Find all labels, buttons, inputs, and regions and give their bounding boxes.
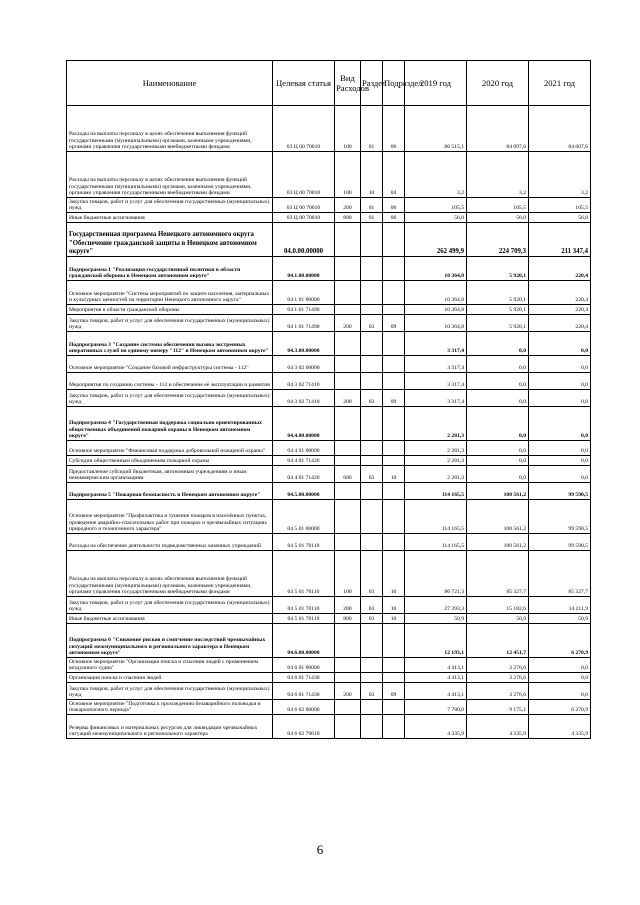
row-subsection [383,624,405,658]
row-expense-type: 100 [335,106,361,152]
page-number: 6 [316,842,324,857]
row-expense-type [335,373,361,390]
row-amount-2021: 0,0 [529,673,591,683]
row-amount-2021: 84 007,6 [529,106,591,152]
row-amount-2019: 114 165,5 [405,534,467,551]
row-name: Расходы на обеспечение деятельности подведомственных казенных учреждений [67,534,273,551]
row-expense-type [335,500,361,534]
row-target-article: 04 6 02 00000 [273,700,335,715]
row-expense-type: 600 [335,466,361,483]
row-section [361,700,383,715]
row-subsection: 10 [383,614,405,624]
row-amount-2020: 3,2 [467,152,529,198]
row-name: Мероприятия в области гражданской обороны [67,305,273,315]
table-row [67,551,591,597]
row-target-article: 04 5 01 00000 [273,500,335,534]
row-amount-2020: 15 182,6 [467,597,529,614]
row-expense-type [335,534,361,551]
row-amount-2021: 99 590,5 [529,483,591,500]
row-amount-2019: 2 281,3 [405,466,467,483]
row-section: 03 [361,597,383,614]
row-amount-2020: 0,0 [467,456,529,466]
row-amount-2019: 114 165,5 [405,500,467,534]
row-amount-2021: 0,0 [529,683,591,700]
row-amount-2019: 2 281,3 [405,441,467,456]
header-year-2021: 2021 год [529,61,591,106]
row-amount-2020: 9 175,1 [467,700,529,715]
row-amount-2019: 86 515,1 [405,106,467,152]
row-amount-2019: 3 317,4 [405,332,467,356]
row-name: Организация поиска и спасения людей [67,673,273,683]
row-section [361,407,383,441]
row-target-article: 04 5 01 70110 [273,551,335,597]
row-expense-type: 200 [335,683,361,700]
row-amount-2020: 0,0 [467,441,529,456]
row-amount-2021: 3,2 [529,152,591,198]
header-expense-type: Вид Расходов [335,61,361,106]
row-subsection: 04 [383,152,405,198]
row-name: Подпрограмма 6 "Снижение рисков и смягчение последствий чрезвычайных ситуаций межмуниципального и регионального характера в Ненецком автономном округе" [67,624,273,658]
row-amount-2021: 220,4 [529,281,591,305]
row-amount-2019: 10 364,8 [405,257,467,281]
row-section [361,500,383,534]
row-amount-2020: 5 920,1 [467,305,529,315]
row-amount-2020: 3 276,6 [467,673,529,683]
row-amount-2019: 114 165,5 [405,483,467,500]
table-row [67,624,591,658]
row-name: Основное мероприятие "Организация поиска и спасения людей с применением воздушного судна" [67,658,273,673]
row-section [361,624,383,658]
row-amount-2019: 10 364,8 [405,305,467,315]
row-subsection [383,356,405,373]
row-amount-2020: 3 276,6 [467,683,529,700]
row-amount-2020: 105,5 [467,198,529,213]
row-subsection [383,223,405,257]
row-subsection [383,407,405,441]
row-amount-2020: 3 276,6 [467,658,529,673]
row-subsection: 09 [383,315,405,332]
row-target-article: 04.1.00.00000 [273,257,335,281]
row-name: Закупка товаров, работ и услуг для обеспечения государственных (муниципальных) нужд [67,315,273,332]
row-expense-type: 200 [335,198,361,213]
row-amount-2019: 4 413,1 [405,683,467,700]
table-row [67,305,591,315]
row-name: Основное мероприятие "Подготовка к прохождению безаварийного половодья и пожароопасного периода" [67,700,273,715]
row-target-article: 04 4 01 71420 [273,466,335,483]
header-subsection: Подраздел [383,61,405,106]
row-subsection: 10 [383,597,405,614]
table-row [67,673,591,683]
row-subsection: 06 [383,106,405,152]
row-target-article: 04 6 02 79610 [273,715,335,739]
table-row [67,281,591,305]
row-amount-2021: 0,0 [529,407,591,441]
row-expense-type [335,407,361,441]
row-section: 01 [361,198,383,213]
row-subsection [383,715,405,739]
row-amount-2021: 0,0 [529,356,591,373]
table-row [67,441,591,456]
row-name: Мероприятия по созданию системы - 112 и обеспечение её эксплуатации и развития [67,373,273,390]
row-section [361,658,383,673]
row-expense-type [335,257,361,281]
row-expense-type: 200 [335,597,361,614]
row-subsection [383,332,405,356]
table-row [67,213,591,223]
row-expense-type [335,624,361,658]
row-amount-2021: 220,4 [529,257,591,281]
row-amount-2021: 6 270,9 [529,624,591,658]
row-amount-2020: 50,9 [467,614,529,624]
row-amount-2019: 3 317,4 [405,373,467,390]
row-subsection [383,673,405,683]
table-body [67,106,591,739]
table-row [67,198,591,213]
row-amount-2019: 4 413,1 [405,658,467,673]
row-subsection [383,305,405,315]
row-section [361,673,383,683]
row-target-article: 04 4 01 71420 [273,456,335,466]
row-subsection [383,500,405,534]
row-amount-2021: 0,0 [529,373,591,390]
row-name: Субсидии общественным объединениям пожарной охраны [67,456,273,466]
row-amount-2019: 56,0 [405,213,467,223]
row-subsection [383,373,405,390]
row-amount-2021: 211 347,4 [529,223,591,257]
table-row [67,500,591,534]
row-expense-type [335,715,361,739]
row-amount-2021: 85 327,7 [529,551,591,597]
row-target-article: 03 Ц 00 70010 [273,152,335,198]
row-amount-2021: 99 590,5 [529,500,591,534]
row-amount-2019: 27 393,3 [405,597,467,614]
row-amount-2021: 99 590,5 [529,534,591,551]
row-amount-2020: 5 920,1 [467,257,529,281]
row-amount-2019: 50,9 [405,614,467,624]
table-row [67,106,591,152]
row-amount-2021: 50,9 [529,614,591,624]
row-subsection [383,281,405,305]
table-row [67,390,591,407]
row-section: 01 [361,106,383,152]
table-row [67,456,591,466]
row-amount-2019: 10 364,8 [405,281,467,305]
row-expense-type [335,483,361,500]
row-name: Расходы на выплаты персоналу в целях обеспечения выполнения функций государственными (муниципальными) органами, казенными учреждениями, органами управления государственными внебюджетными фондами [67,551,273,597]
row-amount-2019: 3,2 [405,152,467,198]
row-name: Подпрограмма 5 "Пожарная безопасность в Ненецком автономном округе" [67,483,273,500]
table-row [67,223,591,257]
row-amount-2021: 0,0 [529,390,591,407]
table-row [67,315,591,332]
row-target-article: 03 Ц 00 70010 [273,198,335,213]
row-expense-type: 800 [335,614,361,624]
row-section [361,456,383,466]
row-amount-2019: 10 364,8 [405,315,467,332]
table-row [67,483,591,500]
header-target-article: Целевая статья [273,61,335,106]
row-amount-2020: 56,0 [467,213,529,223]
row-name: Подпрограмма 1 "Реализация государственной политики в области гражданской обороны в Ненецком автономном округе" [67,257,273,281]
row-name: Резервы финансовых и материальных ресурсов для ликвидации чрезвычайных ситуаций межмуниципального и регионального характера [67,715,273,739]
row-expense-type [335,673,361,683]
row-target-article: 04 5 01 70110 [273,597,335,614]
row-subsection [383,658,405,673]
row-section [361,534,383,551]
row-amount-2021: 0,0 [529,332,591,356]
row-target-article: 04 3 02 71410 [273,373,335,390]
row-amount-2020: 0,0 [467,407,529,441]
row-section [361,483,383,500]
row-amount-2020: 100 561,2 [467,483,529,500]
row-target-article: 04 6 01 71430 [273,673,335,683]
row-expense-type [335,223,361,257]
row-subsection [383,700,405,715]
row-name: Расходы на выплаты персоналу в целях обеспечения выполнения функций государственными (муниципальными) органами, казенными учреждениями, органами управления государственными внебюджетными фондами [67,152,273,198]
row-amount-2020: 4 335,9 [467,715,529,739]
row-expense-type [335,332,361,356]
row-expense-type: 200 [335,315,361,332]
row-expense-type [335,456,361,466]
row-name: Подпрограмма 4 "Государственная поддержка социально ориентированных общественных объединений пожарной охраны в Ненецком автономном округе" [67,407,273,441]
row-amount-2019: 3 317,4 [405,356,467,373]
row-amount-2019: 4 335,9 [405,715,467,739]
table-header-row [67,61,591,106]
row-section [361,373,383,390]
row-section [361,332,383,356]
row-name: Иные бюджетные ассигнования [67,614,273,624]
row-amount-2021: 14 211,9 [529,597,591,614]
row-amount-2020: 5 920,1 [467,281,529,305]
row-name: Основное мероприятие "Система мероприятий по защите населения, материальных и культурных ценностей на территории Ненецкого автономного округа" [67,281,273,305]
row-expense-type: 100 [335,551,361,597]
row-name: Основное мероприятие "Профилактика и тушение пожаров в населённых пунктах, проведение аварийно-спасательных работ при пожарах и чрезвычайных ситуациях природного и техногенного характера" [67,500,273,534]
row-amount-2019: 262 499,9 [405,223,467,257]
row-amount-2019: 4 413,1 [405,673,467,683]
row-amount-2019: 12 193,1 [405,624,467,658]
row-section [361,356,383,373]
row-target-article: 04 6 01 71430 [273,683,335,700]
row-amount-2020: 0,0 [467,373,529,390]
row-target-article: 04 3 02 00000 [273,356,335,373]
row-section [361,281,383,305]
row-expense-type: 800 [335,213,361,223]
row-subsection [383,483,405,500]
row-target-article: 04 1 01 71490 [273,315,335,332]
row-name: Закупка товаров, работ и услуг для обеспечения государственных (муниципальных) нужд [67,683,273,700]
row-subsection [383,534,405,551]
row-target-article: 04.4.00.00000 [273,407,335,441]
row-target-article: 04.6.00.00000 [273,624,335,658]
row-amount-2020: 85 327,7 [467,551,529,597]
row-section [361,715,383,739]
row-target-article: 04 5 01 70110 [273,614,335,624]
row-target-article: 04 4 01 00000 [273,441,335,456]
row-amount-2021: 6 270,9 [529,700,591,715]
table-row [67,700,591,715]
row-expense-type [335,305,361,315]
row-amount-2021: 0,0 [529,466,591,483]
table-row [67,332,591,356]
row-section: 01 [361,213,383,223]
row-name: Расходы на выплаты персоналу в целях обеспечения выполнения функций государственными (муниципальными) органами, казенными учреждениями, органами управления государственными внебюджетными фондами [67,106,273,152]
row-expense-type [335,441,361,456]
row-target-article: 04.5.00.00000 [273,483,335,500]
row-expense-type [335,281,361,305]
table-row [67,658,591,673]
row-target-article: 04 1 01 00000 [273,281,335,305]
table-row [67,407,591,441]
row-section [361,441,383,456]
row-subsection: 09 [383,683,405,700]
row-name: Основное мероприятие "Финансовая поддержка добровольной пожарной охраны" [67,441,273,456]
row-subsection [383,441,405,456]
row-subsection: 09 [383,390,405,407]
row-amount-2021: 56,0 [529,213,591,223]
row-section [361,257,383,281]
row-amount-2021: 220,4 [529,315,591,332]
row-amount-2019: 86 721,3 [405,551,467,597]
row-amount-2021: 220,4 [529,305,591,315]
table-row [67,715,591,739]
row-amount-2019: 3 317,4 [405,390,467,407]
header-section: Раздел [361,61,383,106]
row-subsection: 10 [383,466,405,483]
header-year-2019: 2019 год [405,61,467,106]
row-expense-type: 100 [335,152,361,198]
row-section [361,305,383,315]
row-target-article: 03 Ц 00 70010 [273,106,335,152]
row-name: Закупка товаров, работ и услуг для обеспечения государственных (муниципальных) нужд [67,597,273,614]
row-expense-type [335,658,361,673]
row-target-article: 03 Ц 00 70010 [273,213,335,223]
row-amount-2021: 105,5 [529,198,591,213]
row-subsection: 06 [383,198,405,213]
row-section: 03 [361,390,383,407]
row-subsection [383,456,405,466]
row-amount-2020: 0,0 [467,356,529,373]
row-expense-type [335,700,361,715]
row-section [361,223,383,257]
row-name: Предоставление субсидий бюджетным, автономным учреждениям и иным некоммерческим организациям [67,466,273,483]
row-target-article: 04 6 01 00000 [273,658,335,673]
row-name: Основное мероприятие "Создание базовой инфраструктуры системы - 112" [67,356,273,373]
header-name: Наименование [67,61,273,106]
row-target-article: 04.3.00.00000 [273,332,335,356]
row-amount-2021: 0,0 [529,658,591,673]
budget-table [66,60,591,739]
row-amount-2020: 100 561,2 [467,534,529,551]
row-section: 03 [361,614,383,624]
row-name: Закупка товаров, работ и услуг для обеспечения государственных (муниципальных) нужд [67,390,273,407]
table-row [67,614,591,624]
row-amount-2021: 0,0 [529,441,591,456]
row-expense-type: 200 [335,390,361,407]
row-amount-2020: 0,0 [467,466,529,483]
row-amount-2021: 0,0 [529,456,591,466]
row-name: Государственная программа Ненецкого автономного округа "Обеспечение гражданской защиты в Ненецком автономном округе" [67,223,273,257]
row-target-article: 04.0.00.00000 [273,223,335,257]
row-amount-2020: 100 561,2 [467,500,529,534]
row-target-article: 04 5 01 70110 [273,534,335,551]
row-target-article: 04 3 02 71410 [273,390,335,407]
row-target-article: 04 1 01 71490 [273,305,335,315]
row-amount-2020: 12 451,7 [467,624,529,658]
row-section: 03 [361,466,383,483]
table-row [67,257,591,281]
table-row [67,152,591,198]
row-section: 03 [361,551,383,597]
row-name: Подпрограмма 3 "Создание системы обеспечения вызова экстренных оперативных служб по единому номеру "112" в Ненецком автономном округе" [67,332,273,356]
row-name: Иные бюджетные ассигнования [67,213,273,223]
table-row [67,356,591,373]
row-section: 03 [361,683,383,700]
row-section: 10 [361,152,383,198]
row-amount-2020: 5 920,1 [467,315,529,332]
row-amount-2020: 84 097,6 [467,106,529,152]
row-amount-2019: 2 281,3 [405,407,467,441]
row-expense-type [335,356,361,373]
row-amount-2019: 7 780,0 [405,700,467,715]
row-amount-2021: 4 335,9 [529,715,591,739]
row-section: 03 [361,315,383,332]
table-row [67,683,591,700]
table-row [67,534,591,551]
row-subsection [383,257,405,281]
row-amount-2019: 105,5 [405,198,467,213]
table-row [67,597,591,614]
header-year-2020: 2020 год [467,61,529,106]
table-row [67,466,591,483]
row-name: Закупка товаров, работ и услуг для обеспечения государственных (муниципальных) нужд [67,198,273,213]
row-amount-2019: 2 281,3 [405,456,467,466]
table-row [67,373,591,390]
row-amount-2020: 0,0 [467,390,529,407]
row-amount-2020: 0,0 [467,332,529,356]
row-amount-2020: 224 709,3 [467,223,529,257]
row-subsection: 06 [383,213,405,223]
row-subsection: 10 [383,551,405,597]
